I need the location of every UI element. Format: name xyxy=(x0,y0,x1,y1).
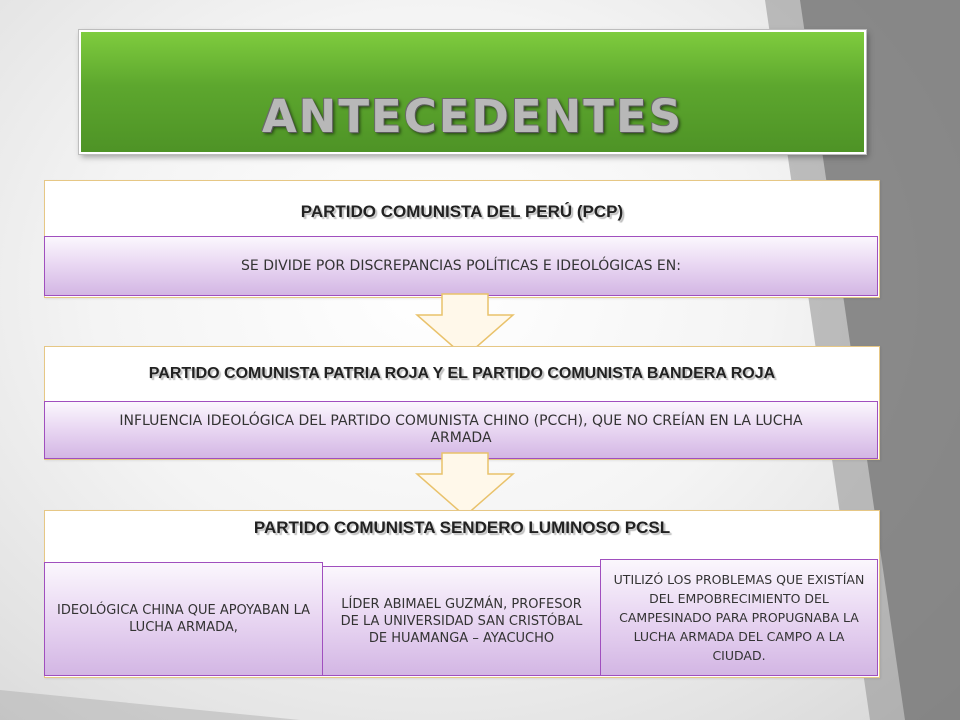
level-3-detail-3: UTILIZÓ LOS PROBLEMAS QUE EXISTÍAN DEL EMPOBRECIMIENTO DEL CAMPESINADO PARA PROPUGNABA LA LUCHA ARMADA DEL CAMPO A LA CIUDAD. xyxy=(600,559,878,676)
level-3-detail-2: LÍDER ABIMAEL GUZMÁN, PROFESOR DE LA UNIVERSIDAD SAN CRISTÓBAL DE HUAMANGA – AYACUCHO xyxy=(322,566,601,676)
level-3-detail-1: IDEOLÓGICA CHINA QUE APOYABAN LA LUCHA ARMADA, xyxy=(44,562,323,676)
page-title: ANTECEDENTES xyxy=(261,90,684,143)
level-1-heading: PARTIDO COMUNISTA DEL PERÚ (PCP) xyxy=(300,202,624,221)
title-banner xyxy=(79,30,866,154)
level-2-detail: INFLUENCIA IDEOLÓGICA DEL PARTIDO COMUNISTA CHINO (PCCH), QUE NO CREÍAN EN LA LUCHA ARMADA xyxy=(44,401,878,459)
down-arrow-2 xyxy=(415,452,515,518)
level-3-heading: PARTIDO COMUNISTA SENDERO LUMINOSO PCSL xyxy=(253,518,671,537)
level-2-heading: PARTIDO COMUNISTA PATRIA ROJA Y EL PARTIDO COMUNISTA BANDERA ROJA xyxy=(148,365,776,382)
level-1-detail: SE DIVIDE POR DISCREPANCIAS POLÍTICAS E IDEOLÓGICAS EN: xyxy=(44,236,878,296)
